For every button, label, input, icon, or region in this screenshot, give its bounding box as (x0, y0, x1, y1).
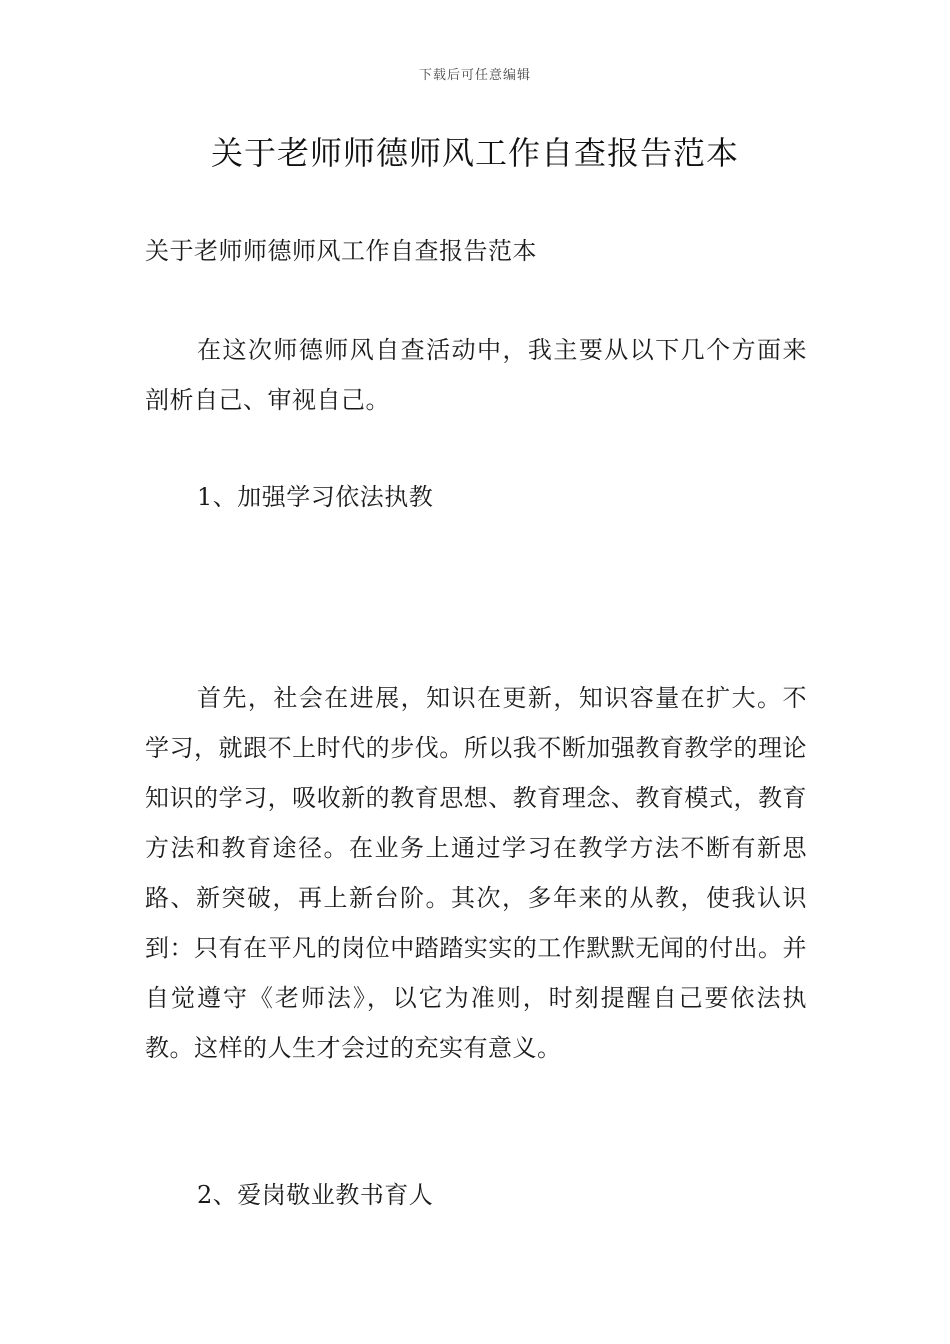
intro-paragraph: 在这次师德师风自查活动中，我主要从以下几个方面来剖析自己、审视自己。 (145, 336, 807, 414)
document-title: 关于老师师德师风工作自查报告范本 (210, 134, 739, 172)
section-heading-2: 2、爱岗敬业教书育人 (197, 1181, 434, 1209)
document-subtitle: 关于老师师德师风工作自查报告范本 (145, 237, 537, 265)
section-paragraph-1: 首先，社会在进展，知识在更新，知识容量在扩大。不学习，就跟不上时代的步伐。所以我不断加强教育教学的理论知识的学习，吸收新的教育思想、教育理念、教育模式，教育方法和教育途径。在业务上通过学习在教学方法不断有新思路、新突破，再上新台阶。其次，多年来的从教，使我认识到：只有在平凡的岗位中踏踏实实的工作默默无闻的付出。并自觉遵守《老师法》，以它为准则，时刻提醒自己要依法执教。这样的人生才会过的充实有意义。 (145, 684, 807, 1062)
section-heading-1: 1、加强学习依法执教 (197, 483, 434, 511)
header-note: 下载后可任意编辑 (418, 68, 531, 83)
